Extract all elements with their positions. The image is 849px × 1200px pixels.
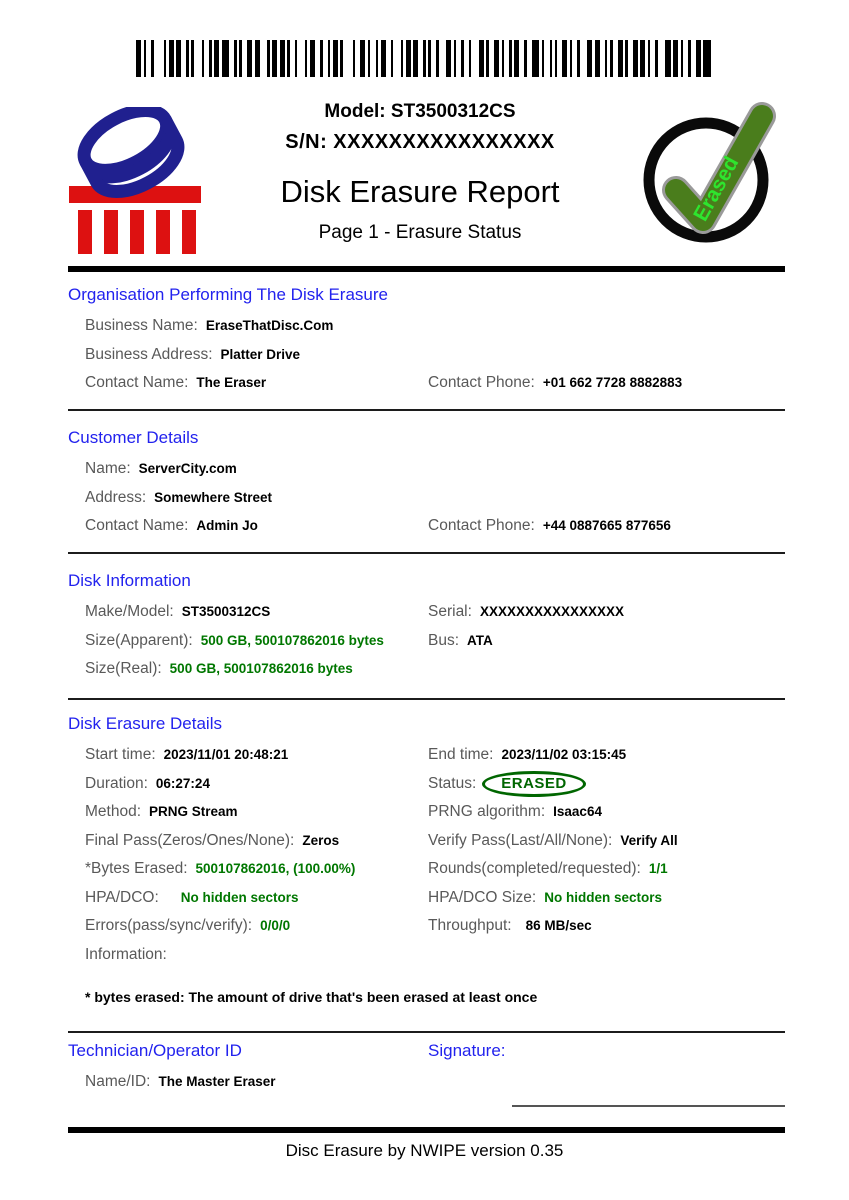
errors-value: 0/0/0 bbox=[260, 918, 291, 934]
org-contact-phone-label: Contact Phone: bbox=[428, 374, 535, 392]
barcode bbox=[136, 40, 713, 77]
serial-line: S/N: XXXXXXXXXXXXXXXX bbox=[285, 131, 555, 153]
divider-2 bbox=[68, 552, 785, 554]
verify-pass-value: Verify All bbox=[620, 832, 678, 848]
prng-value: Isaac64 bbox=[553, 804, 602, 820]
bytes-erased-value: 500107862016, (100.00%) bbox=[195, 861, 356, 877]
hpa-dco-size-label: HPA/DCO Size: bbox=[428, 888, 537, 906]
size-apparent-row bbox=[68, 627, 785, 656]
bytes-rounds-row bbox=[68, 855, 785, 884]
signature-line bbox=[512, 1105, 785, 1107]
information-row bbox=[68, 941, 785, 970]
duration-status-row bbox=[68, 770, 785, 799]
size-apparent-label: Size(Apparent): bbox=[85, 631, 193, 649]
customer-section bbox=[68, 428, 785, 541]
serial-value: XXXXXXXXXXXXXXXX bbox=[479, 604, 625, 620]
business-address-label: Business Address: bbox=[85, 345, 213, 363]
customer-name-row bbox=[68, 455, 785, 484]
customer-name-label: Name: bbox=[85, 460, 131, 478]
divider-4 bbox=[68, 1031, 785, 1033]
technician-name-label: Name/ID: bbox=[85, 1073, 151, 1091]
footer-text: Disc Erasure by NWIPE version 0.35 bbox=[285, 1141, 564, 1160]
page-subtitle: Page 1 - Erasure Status bbox=[318, 222, 522, 243]
status-badge: ERASED bbox=[482, 771, 586, 797]
org-contact-name-label: Contact Name: bbox=[85, 374, 189, 392]
business-name-label: Business Name: bbox=[85, 317, 198, 335]
hpa-dco-label: HPA/DCO: bbox=[85, 888, 159, 906]
customer-contact-name-label: Contact Name: bbox=[85, 517, 189, 535]
size-apparent-value: 500 GB, 500107862016 bytes bbox=[200, 632, 384, 648]
rounds-value: 1/1 bbox=[648, 861, 668, 877]
end-time-value: 2023/11/02 03:15:45 bbox=[501, 747, 627, 763]
end-time-label: End time: bbox=[428, 746, 494, 764]
model-line: Model: ST3500312CS bbox=[324, 101, 516, 122]
information-label: Information: bbox=[85, 945, 167, 963]
shredder-teeth bbox=[78, 210, 196, 254]
customer-address-value: Somewhere Street bbox=[154, 489, 272, 505]
make-model-label: Make/Model: bbox=[85, 603, 174, 621]
org-contact-row bbox=[68, 369, 785, 398]
erasure-details-heading: Disk Erasure Details bbox=[68, 714, 222, 733]
technician-section bbox=[68, 1041, 785, 1097]
rounds-label: Rounds(completed/requested): bbox=[428, 860, 641, 878]
time-row bbox=[68, 741, 785, 770]
organisation-heading: Organisation Performing The Disk Erasure bbox=[68, 285, 388, 304]
report-header bbox=[200, 101, 640, 244]
signature-label: Signature: bbox=[428, 1041, 506, 1060]
disk-info-heading: Disk Information bbox=[68, 571, 191, 590]
disk-info-section bbox=[68, 571, 785, 684]
hpa-dco-size-value: No hidden sectors bbox=[544, 889, 663, 905]
size-real-row bbox=[68, 655, 785, 684]
serial-label: Serial: bbox=[428, 603, 472, 621]
errors-throughput-row bbox=[68, 912, 785, 941]
business-address-value: Platter Drive bbox=[220, 346, 301, 362]
size-real-value: 500 GB, 500107862016 bytes bbox=[169, 661, 353, 677]
method-label: Method: bbox=[85, 803, 142, 821]
organisation-section bbox=[68, 285, 785, 398]
bytes-erased-footnote: * bytes erased: The amount of drive that's been erased at least once bbox=[85, 989, 538, 1005]
badge-label: Erased bbox=[689, 152, 744, 226]
pass-row bbox=[68, 827, 785, 856]
erased-badge bbox=[636, 96, 789, 254]
bus-value: ATA bbox=[467, 632, 493, 648]
business-address-row bbox=[68, 341, 785, 370]
customer-address-row bbox=[68, 484, 785, 513]
business-name-row bbox=[68, 312, 785, 341]
final-pass-label: Final Pass(Zeros/Ones/None): bbox=[85, 831, 295, 849]
divider-header bbox=[68, 266, 785, 272]
hpa-dco-value: No hidden sectors bbox=[180, 889, 299, 905]
make-model-value: ST3500312CS bbox=[181, 604, 271, 620]
bytes-erased-label: *Bytes Erased: bbox=[85, 860, 188, 878]
make-model-row bbox=[68, 598, 785, 627]
bus-label: Bus: bbox=[428, 631, 460, 649]
disk-shredder-logo bbox=[69, 107, 202, 254]
throughput-value: 86 MB/sec bbox=[525, 918, 592, 934]
method-row bbox=[68, 798, 785, 827]
customer-contact-name-value: Admin Jo bbox=[196, 518, 258, 534]
customer-contact-row bbox=[68, 512, 785, 541]
method-value: PRNG Stream bbox=[149, 804, 238, 820]
size-real-label: Size(Real): bbox=[85, 660, 162, 678]
technician-name-row bbox=[68, 1068, 785, 1097]
org-contact-phone-value: +01 662 7728 8882883 bbox=[542, 375, 683, 391]
technician-heading: Technician/Operator ID bbox=[68, 1041, 242, 1060]
verify-pass-label: Verify Pass(Last/All/None): bbox=[428, 831, 613, 849]
errors-label: Errors(pass/sync/verify): bbox=[85, 917, 253, 935]
customer-contact-phone-label: Contact Phone: bbox=[428, 517, 535, 535]
erasure-details-section bbox=[68, 714, 785, 969]
final-pass-value: Zeros bbox=[302, 832, 340, 848]
status-label: Status: bbox=[428, 774, 477, 792]
customer-contact-phone-value: +44 0887665 877656 bbox=[542, 518, 671, 534]
prng-label: PRNG algorithm: bbox=[428, 803, 546, 821]
duration-label: Duration: bbox=[85, 774, 148, 792]
customer-heading: Customer Details bbox=[68, 428, 199, 447]
technician-name-value: The Master Eraser bbox=[158, 1074, 276, 1090]
customer-address-label: Address: bbox=[85, 488, 147, 506]
divider-3 bbox=[68, 698, 785, 700]
throughput-label: Throughput: bbox=[428, 917, 512, 935]
divider-footer bbox=[68, 1127, 785, 1133]
customer-name-value: ServerCity.com bbox=[138, 461, 237, 477]
duration-value: 06:27:24 bbox=[155, 775, 210, 791]
start-time-label: Start time: bbox=[85, 746, 156, 764]
start-time-value: 2023/11/01 20:48:21 bbox=[163, 747, 289, 763]
hpa-row bbox=[68, 884, 785, 913]
divider-1 bbox=[68, 409, 785, 411]
business-name-value: EraseThatDisc.Com bbox=[205, 318, 334, 334]
page-title: Disk Erasure Report bbox=[280, 174, 560, 209]
org-contact-name-value: The Eraser bbox=[196, 375, 267, 391]
